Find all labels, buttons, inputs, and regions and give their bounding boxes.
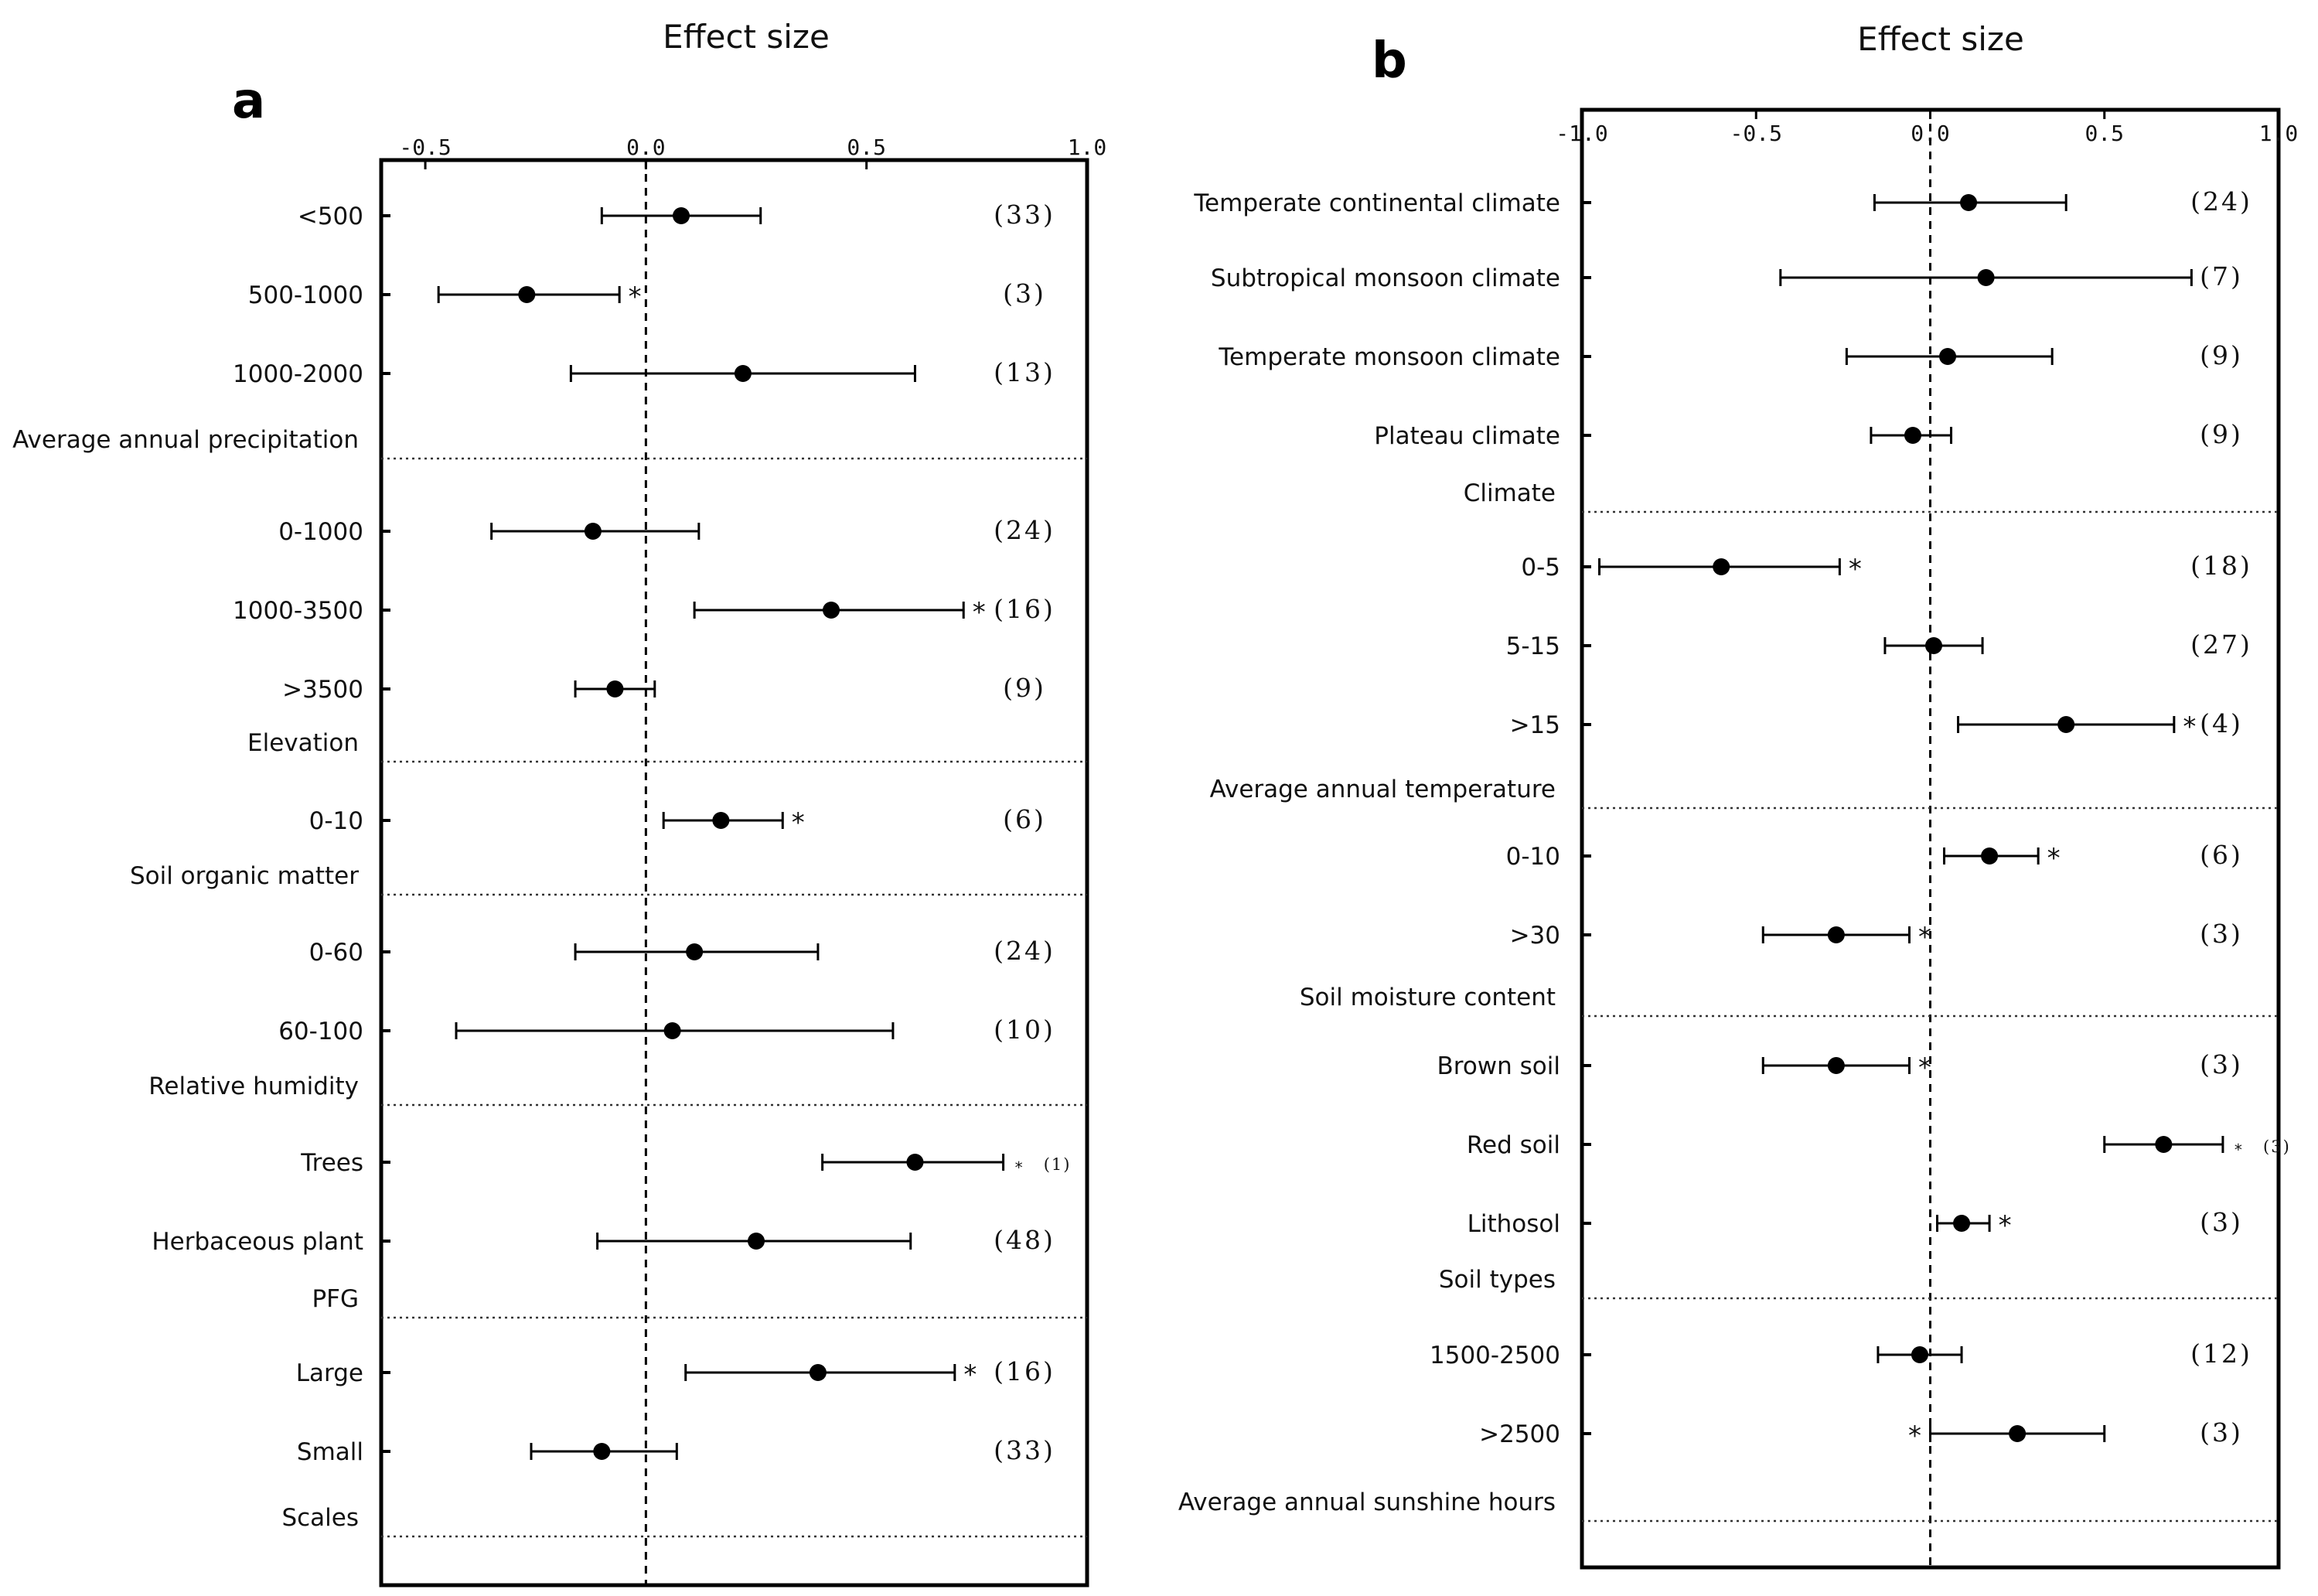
row-label: 0-10 bbox=[308, 807, 363, 835]
effect-point bbox=[748, 1233, 765, 1250]
row-label: 0-5 bbox=[1521, 554, 1560, 581]
significance-marker: * bbox=[963, 1359, 977, 1390]
panel-letter: b bbox=[1372, 32, 1407, 90]
row-label: 500-1000 bbox=[247, 281, 363, 309]
x-tick-label: -0.5 bbox=[399, 135, 452, 160]
row-label: Herbaceous plant bbox=[152, 1228, 363, 1256]
row-label: 1000-3500 bbox=[233, 597, 363, 625]
row-label: 60-100 bbox=[278, 1018, 363, 1045]
sample-size-label: (16) bbox=[994, 594, 1055, 624]
sample-size-label: (33) bbox=[994, 200, 1055, 230]
effect-point bbox=[810, 1364, 827, 1381]
panel-a bbox=[12, 18, 1106, 1585]
sample-size-label: (16) bbox=[994, 1356, 1055, 1386]
sample-size-label: (3) bbox=[2200, 1417, 2243, 1448]
row-label: 1000-2000 bbox=[233, 360, 363, 388]
sample-size-label: (27) bbox=[2190, 629, 2252, 660]
effect-point bbox=[1828, 1057, 1845, 1074]
significance-marker: * bbox=[628, 281, 642, 312]
row-label: Small bbox=[296, 1438, 363, 1466]
effect-point bbox=[1911, 1346, 1928, 1363]
row-label: 0-60 bbox=[308, 939, 363, 967]
x-tick-label: 0.5 bbox=[2084, 121, 2125, 146]
panel-letter: a bbox=[232, 73, 266, 130]
significance-marker: * bbox=[791, 807, 805, 838]
sample-size-label: (1) bbox=[1043, 1155, 1072, 1174]
sample-size-label: (9) bbox=[1003, 673, 1046, 703]
row-label: 0-10 bbox=[1505, 843, 1560, 871]
significance-marker: * bbox=[1014, 1158, 1023, 1177]
x-axis-title: Effect size bbox=[663, 18, 830, 56]
row-label: >3500 bbox=[282, 676, 363, 704]
effect-point bbox=[593, 1443, 610, 1460]
effect-point bbox=[906, 1154, 923, 1171]
effect-point bbox=[1939, 348, 1956, 365]
group-label: Soil organic matter bbox=[129, 862, 359, 890]
significance-marker: * bbox=[1917, 1052, 1931, 1083]
sample-size-label: (9) bbox=[2200, 419, 2243, 449]
effect-point bbox=[2057, 716, 2074, 733]
sample-size-label: (4) bbox=[2200, 708, 2243, 738]
sample-size-label: (24) bbox=[994, 515, 1055, 545]
significance-marker: * bbox=[1908, 1420, 1921, 1451]
sample-size-label: (9) bbox=[2200, 340, 2243, 370]
row-label: Subtropical monsoon climate bbox=[1210, 264, 1560, 292]
sample-size-label: (6) bbox=[2200, 840, 2243, 870]
effect-point bbox=[823, 602, 840, 619]
x-tick-label: 0.5 bbox=[847, 135, 886, 160]
effect-point bbox=[686, 943, 703, 960]
row-label: 0-1000 bbox=[278, 518, 363, 546]
sample-size-label: (3) bbox=[1003, 278, 1046, 309]
sample-size-label: (18) bbox=[2190, 551, 2252, 581]
group-label: PFG bbox=[312, 1285, 359, 1313]
sample-size-label: (6) bbox=[1003, 804, 1046, 834]
sample-size-label: (13) bbox=[994, 357, 1055, 387]
group-label: Soil moisture content bbox=[1299, 984, 1556, 1011]
significance-marker: * bbox=[2234, 1141, 2242, 1159]
group-label: Elevation bbox=[247, 729, 359, 757]
x-tick-label: 1.0 bbox=[1067, 135, 1107, 160]
row-label: 5-15 bbox=[1505, 633, 1560, 660]
sample-size-label: (48) bbox=[994, 1225, 1055, 1255]
sample-size-label: (24) bbox=[994, 936, 1055, 966]
effect-point bbox=[518, 286, 535, 303]
group-label: Soil types bbox=[1438, 1266, 1556, 1294]
effect-point bbox=[1953, 1215, 1970, 1232]
effect-point bbox=[1960, 194, 1977, 211]
effect-point bbox=[735, 365, 752, 382]
x-tick-label: 0.0 bbox=[626, 135, 666, 160]
effect-point bbox=[1978, 269, 1995, 286]
x-tick-label: -1.0 bbox=[1556, 121, 1608, 146]
effect-point bbox=[1925, 637, 1942, 654]
row-label: 1500-2500 bbox=[1430, 1342, 1560, 1369]
group-label: Average annual sunshine hours bbox=[1178, 1489, 1556, 1516]
x-tick-label: 0.0 bbox=[1911, 121, 1950, 146]
effect-point bbox=[673, 207, 690, 224]
row-label: Temperate continental climate bbox=[1194, 189, 1560, 217]
effect-point bbox=[606, 680, 623, 697]
row-label: Lithosol bbox=[1467, 1210, 1560, 1238]
significance-marker: * bbox=[2047, 843, 2061, 874]
effect-point bbox=[712, 812, 729, 829]
significance-marker: * bbox=[1917, 922, 1931, 953]
sample-size-label: (3) bbox=[2200, 1207, 2243, 1237]
effect-point bbox=[664, 1022, 681, 1039]
row-label: <500 bbox=[297, 203, 363, 230]
sample-size-label: (12) bbox=[2190, 1339, 2252, 1369]
effect-point bbox=[1828, 926, 1845, 943]
panel-b bbox=[1178, 20, 2298, 1567]
row-label: Brown soil bbox=[1437, 1052, 1560, 1080]
row-label: Large bbox=[295, 1359, 363, 1387]
group-label: Relative humidity bbox=[148, 1073, 359, 1100]
effect-point bbox=[585, 523, 602, 540]
significance-marker: * bbox=[972, 597, 986, 628]
x-axis-title: Effect size bbox=[1857, 20, 2024, 58]
effect-point bbox=[2155, 1136, 2172, 1153]
sample-size-label: (10) bbox=[994, 1015, 1055, 1045]
row-label: >2500 bbox=[1479, 1420, 1560, 1448]
sample-size-label: (33) bbox=[994, 1435, 1055, 1465]
sample-size-label: (24) bbox=[2190, 186, 2252, 217]
effect-point bbox=[1981, 847, 1998, 864]
significance-marker: * bbox=[1998, 1210, 2012, 1241]
significance-marker: * bbox=[1848, 554, 1862, 585]
sample-size-label: (3) bbox=[2200, 919, 2243, 949]
row-label: >15 bbox=[1509, 711, 1560, 739]
sample-size-label: (7) bbox=[2200, 261, 2243, 292]
effect-point bbox=[1904, 427, 1921, 444]
row-label: Temperate monsoon climate bbox=[1219, 343, 1560, 371]
effect-point bbox=[1713, 558, 1730, 575]
row-label: Trees bbox=[301, 1149, 363, 1177]
group-label: Climate bbox=[1463, 479, 1556, 507]
sample-size-label: (3) bbox=[2263, 1137, 2291, 1156]
x-tick-label: -0.5 bbox=[1730, 121, 1782, 146]
effect-point bbox=[2009, 1425, 2026, 1442]
sample-size-label: (3) bbox=[2200, 1049, 2243, 1079]
row-label: Red soil bbox=[1466, 1131, 1560, 1159]
group-label: Average annual temperature bbox=[1209, 776, 1556, 803]
group-label: Average annual precipitation bbox=[12, 426, 359, 454]
x-tick-label: 1.0 bbox=[2258, 121, 2299, 146]
significance-marker: * bbox=[2183, 711, 2197, 742]
group-label: Scales bbox=[281, 1504, 359, 1532]
row-label: Plateau climate bbox=[1374, 422, 1560, 450]
row-label: >30 bbox=[1509, 922, 1560, 950]
